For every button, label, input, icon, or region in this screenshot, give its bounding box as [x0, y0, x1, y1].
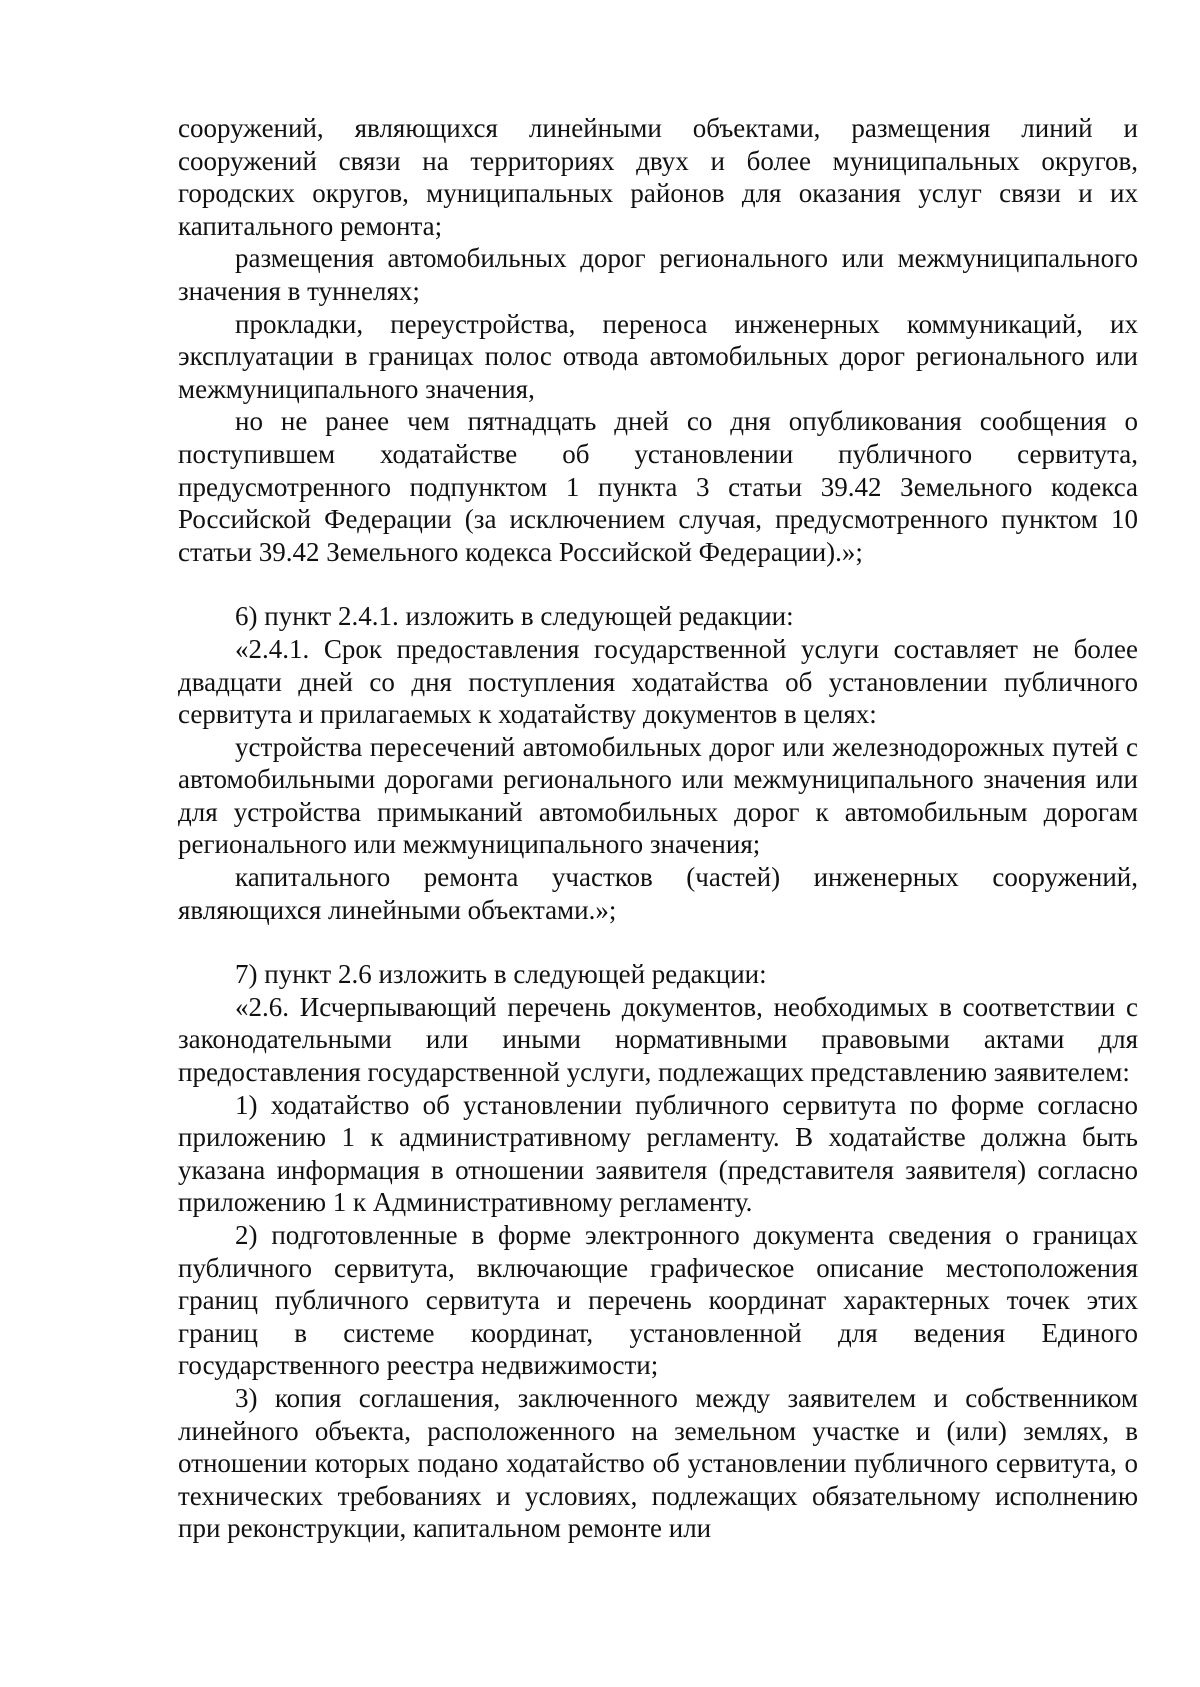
paragraph-publication-term: но не ранее чем пятнадцать дней со дня опубликования сообщения о поступившем ходатайстве об установлении публичного сервитута, предусмотренного подпунктом 1 пункта 3 статьи 39.42 Земельного кодекса Российской Федерации (за исключением случая, предусмотренного пунктом 10 статьи 39.42 Земельного кодекса Российской Федерации).»;: [178, 406, 1138, 567]
paragraph-item-6-heading: 6) пункт 2.4.1. изложить в следующей редакции:: [235, 601, 794, 632]
paragraph-roads-tunnels: размещения автомобильных дорог регионального или межмуниципального значения в туннелях;: [178, 243, 1138, 306]
paragraph-utilities: прокладки, переустройства, переноса инженерных коммуникаций, их эксплуатации в границах полос отвода автомобильных дорог регионального или межмуниципального значения,: [178, 308, 1138, 404]
paragraph-item-7-heading: 7) пункт 2.6 изложить в следующей редакции:: [235, 959, 767, 990]
paragraph-2-4-1: «2.4.1. Срок предоставления государственной услуги составляет не более двадцати дней со дня поступления ходатайства об установлении публичного сервитута и прилагаемых к ходатайству документов в целях:: [178, 633, 1138, 730]
paragraph-doc-1: 1) ходатайство об установлении публичного сервитута по форме согласно приложению 1 к административному регламенту. В ходатайстве должна быть указана информация в отношении заявителя (представителя заявителя) согласно приложению 1 к Административному регламенту.: [178, 1089, 1138, 1218]
paragraph-capital-repair: капитального ремонта участков (частей) инженерных сооружений, являющихся линейными объектами.»;: [178, 862, 1138, 925]
document-body: [178, 112, 1138, 1545]
paragraph-continuation: сооружений, являющихся линейными объектами, размещения линий и сооружений связи на территориях двух и более муниципальных округов, городских округов, муниципальных районов для оказания услуг связи и их капитального ремонта;: [178, 113, 1138, 241]
paragraph-doc-2: 2) подготовленные в форме электронного документа сведения о границах публичного сервитута, включающие графическое описание местоположения границ публичного сервитута и перечень координат характерных точек этих границ в системе координат, установленной для ведения Единого государственного реестра недвижимости;: [178, 1220, 1138, 1381]
paragraph-intersections: устройства пересечений автомобильных дорог или железнодорожных путей с автомобильными дорогами регионального или межмуниципального значения или для устройства примыканий автомобильных дорог к автомобильным дорогам регионального или межмуниципального значения;: [178, 731, 1138, 860]
paragraph-doc-3: 3) копия соглашения, заключенного между заявителем и собственником линейного объекта, расположенного на земельном участке и (или) землях, в отношении которых подано ходатайство об установлении публичного сервитута, о технических требованиях и условиях, подлежащих обязательному исполнению при реконструкции, капитальном ремонте или: [178, 1382, 1138, 1544]
paragraph-2-6: «2.6. Исчерпывающий перечень документов, необходимых в соответствии с законодательными или иными нормативными правовыми актами для предоставления государственной услуги, подлежащих представлению заявителем:: [178, 991, 1138, 1088]
